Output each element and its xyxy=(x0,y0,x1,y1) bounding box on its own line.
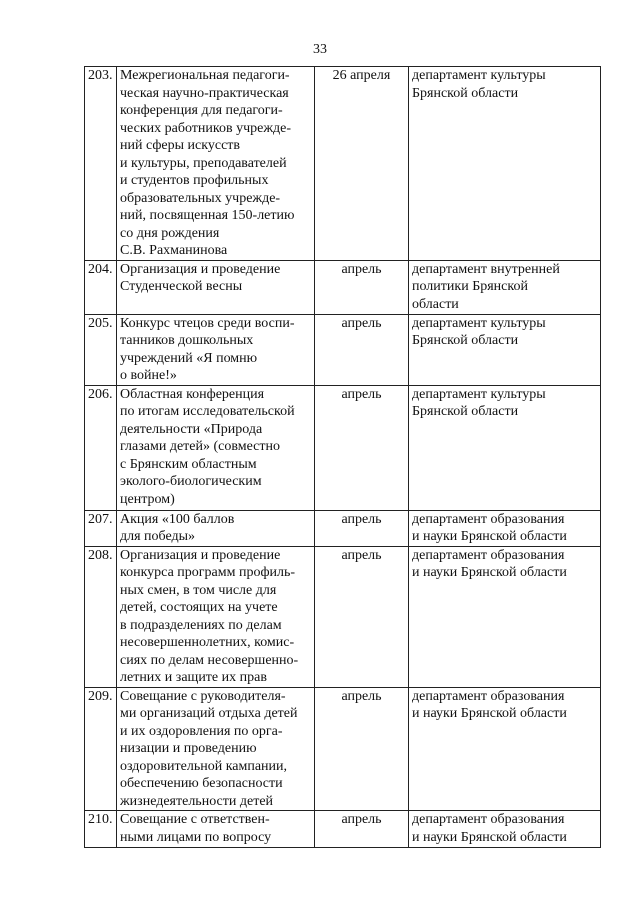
responsible-line: департамент культуры xyxy=(412,68,546,83)
event-line: конкурса программ профиль- xyxy=(120,565,296,580)
responsible-line: политики Брянской xyxy=(412,279,528,294)
responsible-line: департамент образования xyxy=(412,511,565,527)
responsible-line: Брянской области xyxy=(412,333,519,348)
event-line: детей, состоящих на учете xyxy=(120,600,278,615)
event-line: Студенческой весны xyxy=(120,279,243,294)
responsible-line: и науки Брянской области xyxy=(412,565,567,580)
responsible-department xyxy=(409,314,601,385)
event-date: апрель xyxy=(315,687,409,811)
event-line: ческих работников учрежде- xyxy=(120,120,291,136)
responsible-department xyxy=(409,385,601,510)
event-line: оздоровительной кампании, xyxy=(120,758,288,774)
responsible-line: и науки Брянской области xyxy=(412,829,567,845)
event-description xyxy=(117,314,315,385)
event-line: ческая научно-практическая xyxy=(120,85,289,101)
event-description xyxy=(117,510,315,546)
responsible-line: департамент образования xyxy=(412,812,565,827)
event-description xyxy=(117,546,315,687)
events-table-body xyxy=(85,67,601,848)
responsible-department xyxy=(409,811,601,848)
row-number: 207. xyxy=(85,510,117,546)
event-line: сиях по делам несовершенно- xyxy=(120,652,299,668)
responsible-department xyxy=(409,546,601,687)
event-line: танников дошкольных xyxy=(120,333,254,348)
event-description xyxy=(117,385,315,510)
event-line: жизнедеятельности детей xyxy=(120,793,274,809)
event-line: летних и защите их прав xyxy=(120,670,267,685)
event-description xyxy=(117,811,315,848)
responsible-department xyxy=(409,260,601,314)
responsible-line: области xyxy=(412,296,459,312)
table-row xyxy=(85,260,601,314)
event-line: ными лицами по вопросу xyxy=(120,829,272,845)
event-line: Акция «100 баллов xyxy=(120,511,235,527)
row-number: 209. xyxy=(85,687,117,811)
responsible-line: департамент образования xyxy=(412,688,565,704)
row-number: 206. xyxy=(85,385,117,510)
responsible-line: департамент внутренней xyxy=(412,261,560,277)
event-date: апрель xyxy=(315,385,409,510)
event-line: глазами детей» (совместно xyxy=(120,439,280,454)
table-row xyxy=(85,314,601,385)
event-line: деятельности «Природа xyxy=(120,421,263,437)
event-line: ний, посвященная 150-летию xyxy=(120,208,295,223)
events-table xyxy=(84,66,601,848)
event-line: несовершеннолетних, комис- xyxy=(120,635,295,650)
responsible-department xyxy=(409,67,601,261)
event-line: Организация и проведение xyxy=(120,547,281,563)
event-line: С.В. Рахманинова xyxy=(120,243,228,258)
event-line: ных смен, в том числе для xyxy=(120,582,277,598)
responsible-line: Брянской области xyxy=(412,404,519,419)
responsible-line: и науки Брянской области xyxy=(412,529,567,544)
event-date: апрель xyxy=(315,260,409,314)
responsible-line: департамент образования xyxy=(412,547,565,563)
event-line: с Брянским областным xyxy=(120,456,257,472)
responsible-department xyxy=(409,687,601,811)
event-description xyxy=(117,260,315,314)
table-row xyxy=(85,67,601,261)
event-description xyxy=(117,67,315,261)
table-row xyxy=(85,385,601,510)
event-date: апрель xyxy=(315,546,409,687)
table-row xyxy=(85,510,601,546)
page-number: 33 xyxy=(313,42,327,57)
event-date: апрель xyxy=(315,314,409,385)
row-number: 208. xyxy=(85,546,117,687)
event-line: обеспечению безопасности xyxy=(120,776,283,791)
event-date: апрель xyxy=(315,811,409,848)
event-line: со дня рождения xyxy=(120,225,220,241)
row-number: 205. xyxy=(85,314,117,385)
responsible-line: Брянской области xyxy=(412,85,519,101)
event-line: и студентов профильных xyxy=(120,173,269,188)
event-line: низации и проведению xyxy=(120,741,257,756)
event-line: для победы» xyxy=(120,529,196,544)
event-line: эколого-биологическим xyxy=(120,474,262,489)
event-line: ний сферы искусств xyxy=(120,138,241,153)
event-line: о войне!» xyxy=(120,368,177,383)
table-row xyxy=(85,687,601,811)
event-line: и их оздоровления по орга- xyxy=(120,723,283,739)
responsible-line: и науки Брянской области xyxy=(412,706,567,721)
event-date: 26 апреля xyxy=(315,67,409,261)
event-line: учреждений «Я помню xyxy=(120,350,258,366)
row-number: 203. xyxy=(85,67,117,261)
event-date: апрель xyxy=(315,510,409,546)
table-row xyxy=(85,811,601,848)
event-line: по итогам исследовательской xyxy=(120,404,295,419)
row-number: 204. xyxy=(85,260,117,314)
event-line: Областная конференция xyxy=(120,386,265,402)
event-line: Совещание с ответствен- xyxy=(120,812,270,827)
event-line: Межрегиональная педагоги- xyxy=(120,68,290,83)
event-line: образовательных учрежде- xyxy=(120,190,281,206)
responsible-line: департамент культуры xyxy=(412,315,546,331)
event-line: конференция для педагоги- xyxy=(120,103,283,118)
event-line: Организация и проведение xyxy=(120,261,281,277)
table-row xyxy=(85,546,601,687)
event-line: Совещание с руководителя- xyxy=(120,688,286,704)
responsible-line: департамент культуры xyxy=(412,386,546,402)
event-line: ми организаций отдыха детей xyxy=(120,706,298,721)
event-line: в подразделениях по делам xyxy=(120,617,282,633)
responsible-department xyxy=(409,510,601,546)
event-line: и культуры, преподавателей xyxy=(120,155,287,171)
event-line: Конкурс чтецов среди воспи- xyxy=(120,315,295,331)
row-number: 210. xyxy=(85,811,117,848)
event-line: центром) xyxy=(120,491,175,507)
event-description xyxy=(117,687,315,811)
